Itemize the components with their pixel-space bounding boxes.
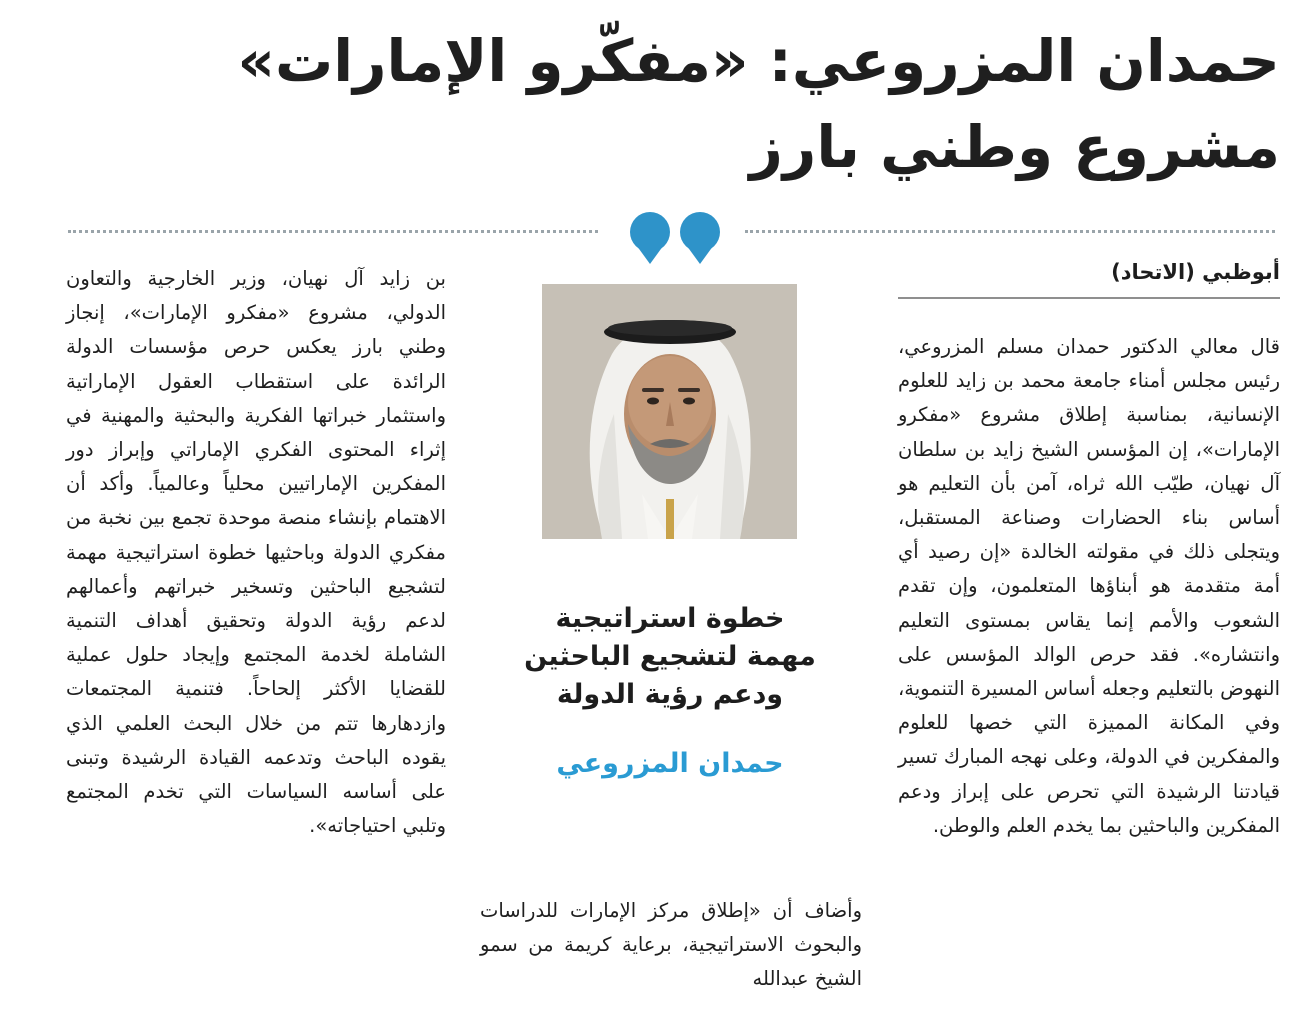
article-column-left: بن زايد آل نهيان، وزير الخارجية والتعاون الدولي، مشروع «مفكرو الإمارات»، إنجاز وطني بارز يعكس حرص مؤسسات الدولة الرائدة على استقطاب العقول الإماراتية واستثمار خبراتها الفكرية والبحثية والمهنية في إثراء المحتوى الفكري الإماراتي وإبراز دور المفكرين الإماراتيين محلياً وعالمياً. وأكد أن الاهتمام بإنشاء منصة موحدة تجمع بين نخبة من مفكري الدولة وباحثيها خطوة استراتيجية مهمة لتشجيع الباحثين وتسخير خبراتهم وأعمالهم لدعم رؤية الدولة وتحقيق أهداف التنمية الشاملة لخدمة المجتمع وإيجاد حلول عملية للقضايا الأكثر إلحاحاً. فتنمية المجتمعات وازدهارها تتم من خلال البحث العلمي الذي يقوده الباحث وتدعمه القيادة الرشيدة وتبنى على أساسه السياسات التي تخدم المجتمع وتلبي احتياجاته».: [66, 267, 446, 838]
portrait-photo: [542, 284, 797, 539]
headline: [60, 18, 1280, 190]
dateline-rule: [898, 297, 1280, 299]
pull-quote-line-2: مهمة لتشجيع الباحثين: [524, 641, 816, 672]
pull-quote-line-1: خطوة استراتيجية: [555, 603, 785, 634]
article-column-middle: وأضاف أن «إطلاق مركز الإمارات للدراسات والبحوث الاستراتيجية، برعاية كريمة من سمو الشيخ عبدالله: [480, 899, 862, 991]
quote-drop-right-icon: [680, 212, 720, 264]
pull-quote-signature: حمدان المزروعي: [556, 748, 784, 779]
article-column-right: قال معالي الدكتور حمدان مسلم المزروعي، رئيس مجلس أمناء جامعة محمد بن زايد للعلوم الإنسانية، بمناسبة إطلاق مشروع «مفكرو الإمارات»، إن المؤسس الشيخ زايد بن سلطان آل نهيان، طيّب الله ثراه، آمن بأن التعليم هو أساس بناء الحضارات وصناعة المستقبل، ويتجلى ذلك في مقولته الخالدة «إن رصيد أي أمة متقدمة هو أبناؤها المتعلمون، وإن تقدم الشعوب والأمم إنما يقاس بمستوى التعليم وانتشاره». فقد حرص الوالد المؤسس على النهوض بالتعليم وجعله أساس المسيرة التنموية، وفي المكانة المميزة التي خصها للعلوم والمفكرين في الدولة، وعلى نهجه المبارك تسير قيادتنا الرشيدة التي تحرص على إبراز ودعم المفكرين والباحثين بما يخدم العلم والوطن.: [898, 335, 1280, 837]
pull-quote: [500, 600, 840, 714]
headline-line-2: مشروع وطني بارز: [749, 113, 1280, 181]
headline-line-1: حمدان المزروعي: «مفكّرو الإمارات»: [237, 27, 1280, 95]
pull-quote-line-3: ودعم رؤية الدولة: [556, 679, 784, 710]
dotted-divider-right: [745, 230, 1275, 233]
dotted-divider-left: [68, 230, 598, 233]
quote-marks-icon: [626, 206, 726, 266]
dateline: أبوظبي (الاتحاد): [1111, 260, 1280, 284]
quote-drop-left-icon: [630, 212, 670, 264]
